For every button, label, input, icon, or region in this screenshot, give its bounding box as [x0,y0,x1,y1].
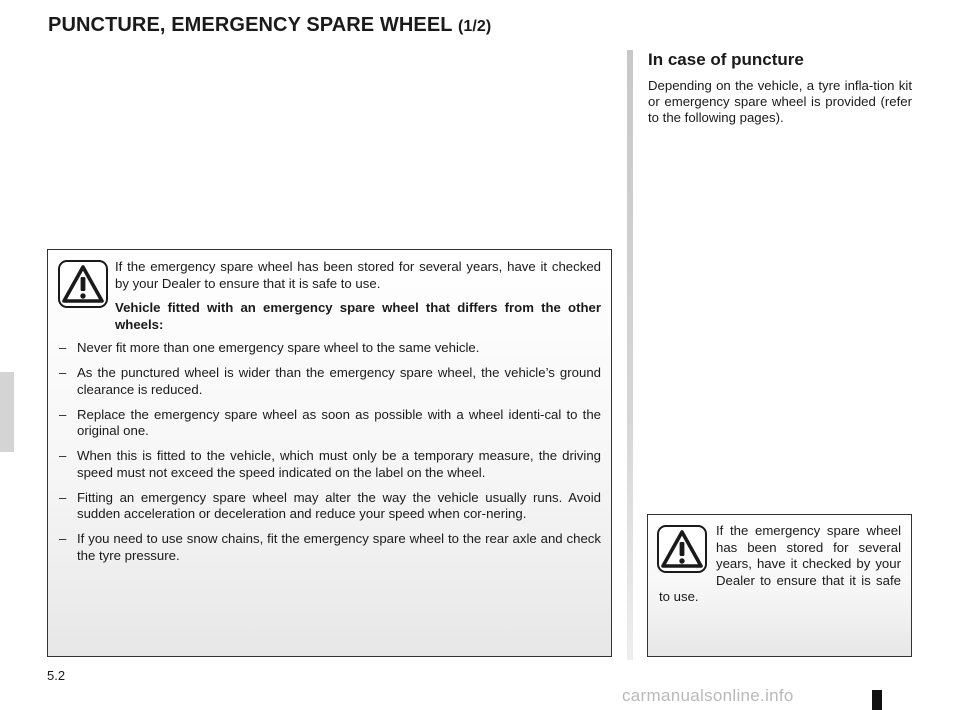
list-dash: – [59,406,67,422]
warning-subheading: Vehicle fitted with an emergency spare wheel that differs from the other wheels: [115,300,601,332]
list-dash: – [59,365,67,380]
list-item-text: Fitting an emergency spare wheel may alter the way the vehicle usually runs. Avoid sudden acceleration or deceleration and reduce your speed when cor-nering. [77,489,601,521]
column-divider [627,50,633,660]
watermark: carmanualsonline.info [622,686,794,705]
list-item [59,531,601,564]
page-corner-mark [872,690,882,710]
main-warning-lead [115,259,601,333]
list-item [59,407,601,440]
list-item-text: Never fit more than one emergency spare wheel to the same vehicle. [77,340,480,355]
side-warning-box [647,514,912,657]
list-dash: – [59,489,67,505]
main-warning-box [47,249,612,657]
warning-list [59,340,601,573]
chapter-side-tab [0,372,14,452]
page-part-indicator: (1/2) [457,18,492,35]
list-item [59,448,601,481]
list-item [59,490,601,523]
side-warning-text: If the emergency spare wheel has been stored for several years, have it checked by your Dealer to ensure that it is safe to use. [659,523,901,604]
list-item [59,340,601,357]
list-item-text: Replace the emergency spare wheel as soon as possible with a wheel identi-cal to the original one. [77,406,601,438]
warning-triangle-icon [58,260,108,308]
icon-spacer [659,523,716,581]
intro-paragraph: Depending on the vehicle, a tyre infla-tion kit or emergency spare wheel is provided (refer to the following pages). [648,78,912,125]
page-title-text: PUNCTURE, EMERGENCY SPARE WHEEL [48,14,453,36]
page-title [48,14,491,37]
list-dash: – [59,340,67,355]
page-number: 5.2 [47,668,66,683]
section-heading: In case of puncture [648,50,804,69]
warning-intro-text: If the emergency spare wheel has been stored for several years, have it checked by your Dealer to ensure that it is safe to use. [115,259,601,291]
list-item-text: If you need to use snow chains, fit the emergency spare wheel to the rear axle and check the tyre pressure. [77,531,601,563]
list-dash: – [59,448,67,463]
list-item-text: As the punctured wheel is wider than the emergency spare wheel, the vehicle’s ground clearance is reduced. [77,365,601,397]
list-dash: – [59,531,67,546]
side-warning-text-block [659,523,901,606]
list-item-text: When this is fitted to the vehicle, which must only be a temporary measure, the driving speed must not exceed the speed indicated on the label on the wheel. [77,448,601,480]
list-item [59,365,601,398]
